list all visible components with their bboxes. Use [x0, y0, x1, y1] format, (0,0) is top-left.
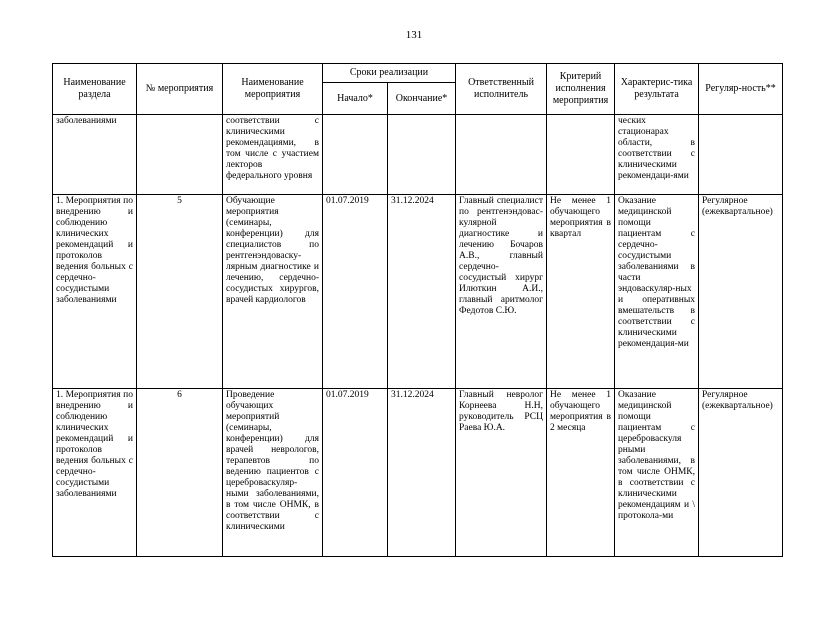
header-regularity: Регуляр-ность**	[699, 64, 783, 115]
header-start: Начало*	[323, 83, 388, 115]
cell-regularity: Регулярное (ежеквартальное)	[699, 389, 783, 557]
cell-responsible	[456, 115, 547, 195]
cell-section: заболеваниями	[53, 115, 137, 195]
activities-table	[52, 63, 783, 557]
cell-start: 01.07.2019	[323, 389, 388, 557]
cell-result: ческих стационарах области, в соответствии с клиническими рекомендаци-ями	[615, 115, 699, 195]
cell-regularity: Регулярное (ежеквартальное)	[699, 195, 783, 389]
header-section: Наименование раздела	[53, 64, 137, 115]
cell-start: 01.07.2019	[323, 195, 388, 389]
cell-number	[137, 115, 223, 195]
cell-number: 5	[137, 195, 223, 389]
cell-responsible: Главный невролог Корнеева Н.Н, руководитель РСЦ Раева Ю.А.	[456, 389, 547, 557]
cell-name: соответствии с клиническими рекомендациями, в том числе с участием лекторов федерального уровня	[223, 115, 323, 195]
header-result: Характерис-тика результата	[615, 64, 699, 115]
cell-end	[388, 115, 456, 195]
cell-name: Проведение обучающих мероприятий (семинары, конференции) для врачей неврологов, терапевтов по ведению пациентов с цереброваскуляр-ными заболеваниями, в том числе ОНМК, в соответствии с клиническими	[223, 389, 323, 557]
table-row	[53, 115, 783, 195]
table-row	[53, 195, 783, 389]
cell-number: 6	[137, 389, 223, 557]
header-end: Окончание*	[388, 83, 456, 115]
header-responsible: Ответственный исполнитель	[456, 64, 547, 115]
cell-criterion: Не менее 1 обучающего мероприятия в квартал	[547, 195, 615, 389]
header-criterion: Критерий исполнения мероприятия	[547, 64, 615, 115]
cell-criterion: Не менее 1 обучающего мероприятия в 2 месяца	[547, 389, 615, 557]
cell-start	[323, 115, 388, 195]
cell-responsible: Главный специалист по рентгенэндовас-кулярной диагностике и лечению Бочаров А.В., главный сердечно-сосудистый хирург Илюткин А.И., главный аритмолог Федотов С.Ю.	[456, 195, 547, 389]
header-name: Наименование мероприятия	[223, 64, 323, 115]
cell-end: 31.12.2024	[388, 195, 456, 389]
cell-result: Оказание медицинской помощи пациентам с цереброваскуля рными заболеваниями, в том числе ОНМК, в соответствии с клиническими рекомендациям и \ протокола-ми	[615, 389, 699, 557]
cell-section: 1. Мероприятия по внедрению и соблюдению клинических рекомендаций и протоколов ведения больных с сердечно-сосудистыми заболеваниями	[53, 389, 137, 557]
cell-result: Оказание медицинской помощи пациентам с сердечно-сосудистыми заболеваниями в части эндоваскуляр-ных и оперативных вмешательств в соответствии с клиническими рекомендация-ми	[615, 195, 699, 389]
cell-criterion	[547, 115, 615, 195]
header-terms: Сроки реализации	[323, 64, 456, 83]
cell-name: Обучающие мероприятия (семинары, конференции) для специалистов по рентгенэндоваску-лярным диагностике и лечению, сердечно-сосудистых хирургов, врачей кардиологов	[223, 195, 323, 389]
cell-section: 1. Мероприятия по внедрению и соблюдению клинических рекомендаций и протоколов ведения больных с сердечно-сосудистыми заболеваниями	[53, 195, 137, 389]
table-row	[53, 389, 783, 557]
cell-end: 31.12.2024	[388, 389, 456, 557]
header-number: № мероприятия	[137, 64, 223, 115]
cell-regularity	[699, 115, 783, 195]
page-number: 131	[405, 29, 423, 41]
